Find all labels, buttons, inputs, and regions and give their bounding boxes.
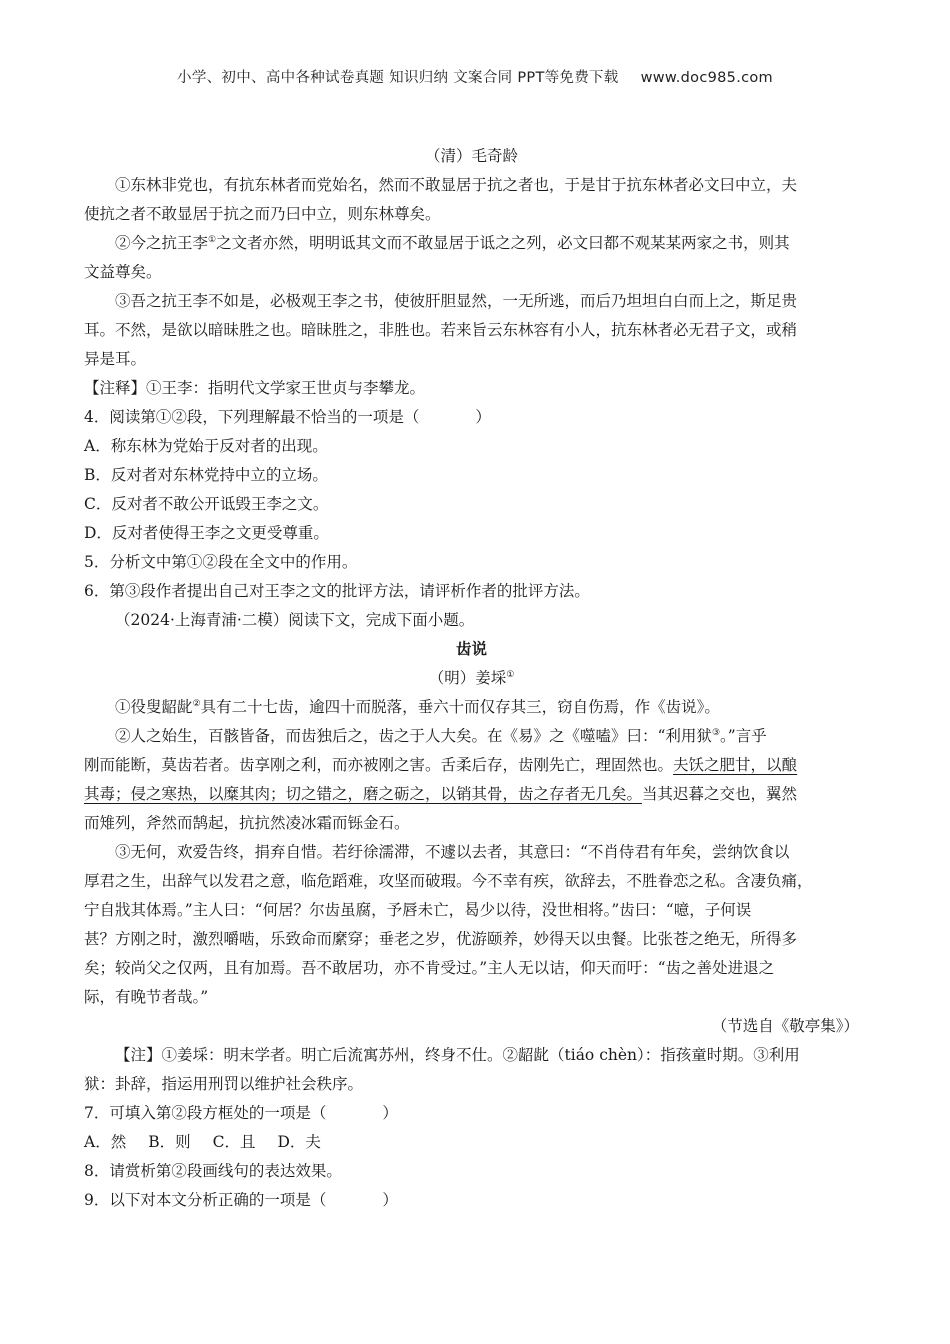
text-line: 厚君之生，出辞气以发君之意，临危蹈难，攻坚而破瑕。今不幸有疾，欲辞去，不胜眷恋之私。含凄负痛， [84,872,813,890]
author-text: （明）姜埰 [428,669,507,687]
footnote-marker: ③ [711,727,721,738]
underlined-sentence: 夫饫之肥甘，以酿 [673,756,798,774]
source-line: （2024·上海青浦·二模）阅读下文，完成下面小题。 [115,611,475,629]
header-text: 小学、初中、高中各种试卷真题 知识归纳 文案合同 PPT等免费下载 [177,70,619,86]
text-segment: ②今之抗王李 [115,234,209,252]
text-line [84,751,859,780]
passage1-note: 【注释】①王李：指明代文学家王世贞与李攀龙。 [84,379,426,397]
question-text: 4．阅读第①②段，下列理解最不恰当的一项是（ [84,408,420,426]
document-body [84,142,859,1215]
underlined-sentence: 其毒；侵之寒热，以糜其肉；切之错之，磨之砺之，以销其骨，齿之存者无几矣。 [84,785,643,803]
question-8: 8．请赏析第②段画线句的表达效果。 [84,1162,342,1180]
question-text: 9．以下对本文分析正确的一项是（ [84,1191,327,1209]
option-a: A．然 [84,1133,127,1151]
blank-box: 齿 [239,756,255,774]
option-a: A．称东林为党始于反对者的出现。 [84,437,328,455]
text-line: ①东林非党也，有抗东林者而党始名，然而不敢显居于抗之者也，于是甘于抗东林者必文曰中立，夫 [115,176,798,194]
question-bracket: ） [382,1104,398,1122]
text-segment: ①役叟龆龀 [115,698,193,716]
passage2-paragraph-1 [84,693,859,722]
option-c: C．反对者不敢公开诋毁王李之文。 [84,495,329,513]
question-bracket: ） [382,1191,398,1209]
text-line: ③吾之抗王李不如是，必极观王李之书，使彼肝胆显然，一无所逃，而后乃坦坦白白而上之，斯足贵 [115,292,798,310]
footnote-marker: ① [506,669,515,680]
footnote-marker: ② [192,698,201,709]
text-line: 异是耳。 [84,350,147,368]
text-line: 文益尊矣。 [84,263,162,281]
text-segment: 刚而能断，莫齿若者。 [84,756,240,774]
passage2-paragraph-3 [84,838,859,867]
text-line: 【注】①姜埰：明末学者。明亡后流寓苏州，终身不仕。②龆龀（tiáo chèn）：指孩童时期。③利用 [115,1046,800,1064]
passage1-author: （清）毛奇龄 [424,147,518,165]
option-c: C．且 [212,1133,256,1151]
passage1-paragraph-2 [84,229,859,258]
footnote-marker: ① [208,234,217,245]
question-5: 5．分析文中第①②段在全文中的作用。 [84,553,358,571]
option-d: D．反对者使得王李之文更受尊重。 [84,524,329,542]
passage2-note [84,1041,859,1070]
text-line [84,780,859,809]
text-line: 矣；较尚父之仅两，且有加焉。吾不敢居功，亦不肯受过。”主人无以诘，仰天而吁：“齿之善处进退之 [84,959,775,977]
text-line: 耳。不然，是欲以暗昧胜之也。暗昧胜之，非胜也。若来旨云东林容有小人，抗东林者必无君子文，或稍 [84,321,798,339]
text-line: 狱：卦辞，指运用刑罚以维护社会秩序。 [84,1075,364,1093]
question-4 [84,403,859,432]
page-header [0,66,950,87]
text-segment: 享刚之利，而亦被刚之害。舌柔后存，齿刚先亡，理固然也。 [254,756,674,774]
question-text: 7．可填入第②段方框处的一项是（ [84,1104,327,1122]
question-7 [84,1099,859,1128]
passage2-paragraph-2 [84,722,859,751]
text-line: 而雉列，斧然而鹄起，抗抗然凌冰霜而铄金石。 [84,814,410,832]
passage1-paragraph-1 [84,171,859,200]
option-b: B．则 [148,1133,191,1151]
passage2-source: （节选自《敬亭集》） [711,1017,859,1035]
passage2-title: 齿说 [455,640,487,658]
passage2-author [84,664,859,693]
option-d: D．夫 [277,1133,321,1151]
passage1-paragraph-3 [84,287,859,316]
question-6: 6．第③段作者提出自己对王李之文的批评方法，请评析作者的批评方法。 [84,582,590,600]
text-line: 使抗之者不敢显居于抗之而乃曰中立，则东林尊矣。 [84,205,441,223]
text-line: 际，有晚节者哉。” [84,988,209,1006]
text-segment: ②人之始生，百骸皆备，而齿独后之，齿之于人大矣。在《易》之《噬嗑》曰：“利用狱 [115,727,712,745]
text-segment: 具有二十七齿，逾四十而脱落，垂六十而仅存其三，窃自伤焉，作《齿说》。 [200,698,720,716]
question-9 [84,1186,859,1215]
question-7-options [84,1128,859,1157]
question-bracket: ） [475,408,491,426]
text-line: 宁自戕其体焉。”主人曰：“何居？尔齿虽腐，予唇未亡，曷少以待，没世相将。”齿曰：“噫，子何误 [84,901,752,919]
text-line: ③无何，欢爱告终，捐弃自惜。若纡徐濡滞，不遽以去者，其意曰：“不肖侍君有年矣，尝纳饮食以 [115,843,790,861]
text-segment: 之文者亦然，明明诋其文而不敢显居于诋之之列，必文曰都不观某某两家之书，则其 [216,234,790,252]
text-line: 甚？方刚之时，激烈嚼啮，乐致命而縻穿；垂老之岁，优游颐养，妙得天以虫餐。比张苍之绝无，所得多 [84,930,798,948]
option-b: B．反对者对东林党持中立的立场。 [84,466,328,484]
header-url[interactable]: www.doc985.com [640,70,773,86]
text-segment: 当其迟暮之交也，翼然 [642,785,798,803]
text-segment: 。”言乎 [720,727,767,745]
